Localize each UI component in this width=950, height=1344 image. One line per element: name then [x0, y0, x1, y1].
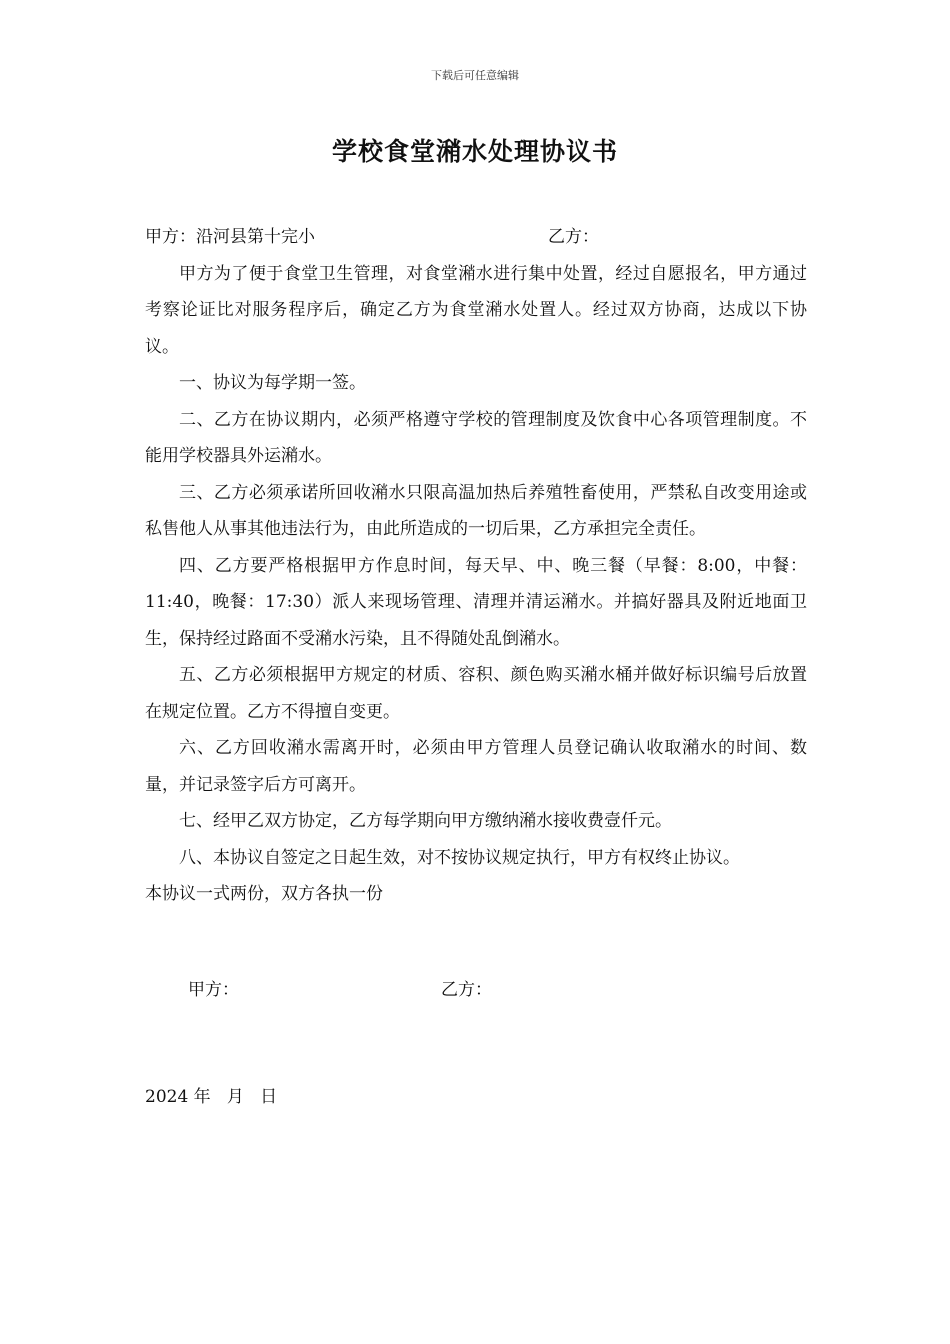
clause-5: 五、乙方必须根据甲方规定的材质、容积、颜色购买潲水桶并做好标识编号后放置在规定位置。乙方不得擅自变更。 — [145, 665, 807, 722]
header-note: 下载后可任意编辑 — [431, 69, 519, 82]
date-line: 2024 年 月 日 — [145, 1087, 278, 1107]
clause-8: 八、本协议自签定之日起生效，对不按协议规定执行，甲方有权终止协议。 — [179, 847, 740, 868]
signature-party-a: 甲方： — [188, 980, 239, 1000]
clause-7: 七、经甲乙双方协定，乙方每学期向甲方缴纳潲水接收费壹仟元。 — [179, 811, 672, 831]
clause-6: 六、乙方回收潲水需离开时，必须由甲方管理人员登记确认收取潲水的时间、数量，并记录签字后方可离开。 — [145, 738, 807, 795]
parties-line — [145, 219, 807, 256]
clause-1: 一、协议为每学期一签。 — [179, 373, 366, 393]
party-a-label: 甲方：沿河县第十完小 — [145, 227, 315, 247]
clause-4: 四、乙方要严格根据甲方作息时间，每天早、中、晚三餐（早餐：8:00，中餐：11:40，晚餐：17:30）派人来现场管理、清理并清运潲水。并搞好器具及附近地面卫生，保持经过路面不受潲水污染，且不得随处乱倒潲水。 — [145, 555, 807, 649]
document-title: 学校食堂潲水处理协议书 — [331, 137, 618, 166]
clause-3: 三、乙方必须承诺所回收潲水只限高温加热后养殖牲畜使用，严禁私自改变用途或私售他人从事其他违法行为，由此所造成的一切后果，乙方承担完全责任。 — [145, 482, 807, 539]
signature-party-b: 乙方： — [441, 980, 492, 1000]
clause-2: 二、乙方在协议期内，必须严格遵守学校的管理制度及饮食中心各项管理制度。不能用学校器具外运潲水。 — [145, 409, 807, 466]
signature-row — [188, 975, 688, 1005]
copies-note: 本协议一式两份，双方各执一份 — [145, 884, 383, 904]
intro-paragraph: 甲方为了便于食堂卫生管理，对食堂潲水进行集中处置，经过自愿报名，甲方通过考察论证比对服务程序后，确定乙方为食堂潲水处置人。经过双方协商，达成以下协议。 — [145, 263, 807, 357]
agreement-body — [145, 219, 807, 913]
party-b-label: 乙方： — [548, 227, 599, 247]
